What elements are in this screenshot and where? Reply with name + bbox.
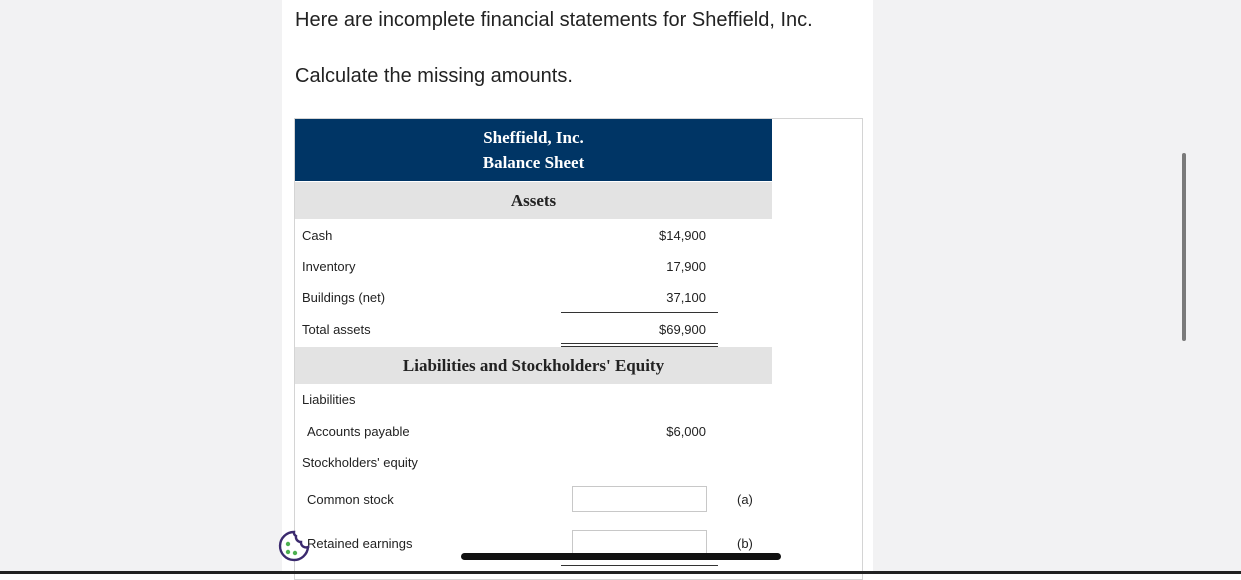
cookie-settings-icon[interactable] bbox=[278, 530, 310, 562]
assets-section-header: Assets bbox=[295, 182, 772, 219]
asset-label-inventory: Inventory bbox=[302, 259, 356, 274]
common-stock-input[interactable] bbox=[572, 486, 707, 512]
home-indicator bbox=[461, 553, 781, 560]
common-stock-label: Common stock bbox=[307, 492, 394, 507]
retained-earnings-tag: (b) bbox=[737, 536, 753, 551]
accounts-payable-label: Accounts payable bbox=[307, 424, 410, 439]
instruction-text: Calculate the missing amounts. bbox=[295, 65, 573, 87]
left-margin bbox=[0, 0, 282, 574]
asset-value-cash: $14,900 bbox=[659, 228, 706, 243]
liabilities-label: Liabilities bbox=[302, 392, 356, 407]
stockholders-equity-label: Stockholders' equity bbox=[302, 455, 418, 470]
common-stock-tag: (a) bbox=[737, 492, 753, 507]
asset-label-total: Total assets bbox=[302, 322, 371, 337]
liabilities-equity-section-header: Liabilities and Stockholders' Equity bbox=[295, 347, 772, 384]
asset-value-buildings: 37,100 bbox=[666, 290, 706, 305]
accounts-payable-value: $6,000 bbox=[666, 424, 706, 439]
scrollbar-thumb[interactable] bbox=[1182, 153, 1186, 341]
intro-text: Here are incomplete financial statements for Sheffield, Inc. bbox=[295, 9, 813, 31]
subtotal-rule bbox=[561, 312, 718, 313]
balance-sheet-header bbox=[295, 119, 772, 181]
asset-value-total: $69,900 bbox=[659, 322, 706, 337]
equity-subtotal-rule bbox=[561, 565, 718, 566]
retained-earnings-label: Retained earnings bbox=[307, 536, 413, 551]
asset-value-inventory: 17,900 bbox=[666, 259, 706, 274]
company-name: Sheffield, Inc. bbox=[483, 128, 584, 147]
asset-label-buildings: Buildings (net) bbox=[302, 290, 386, 305]
statement-title: Balance Sheet bbox=[482, 153, 585, 172]
asset-label-cash: Cash bbox=[302, 228, 333, 243]
